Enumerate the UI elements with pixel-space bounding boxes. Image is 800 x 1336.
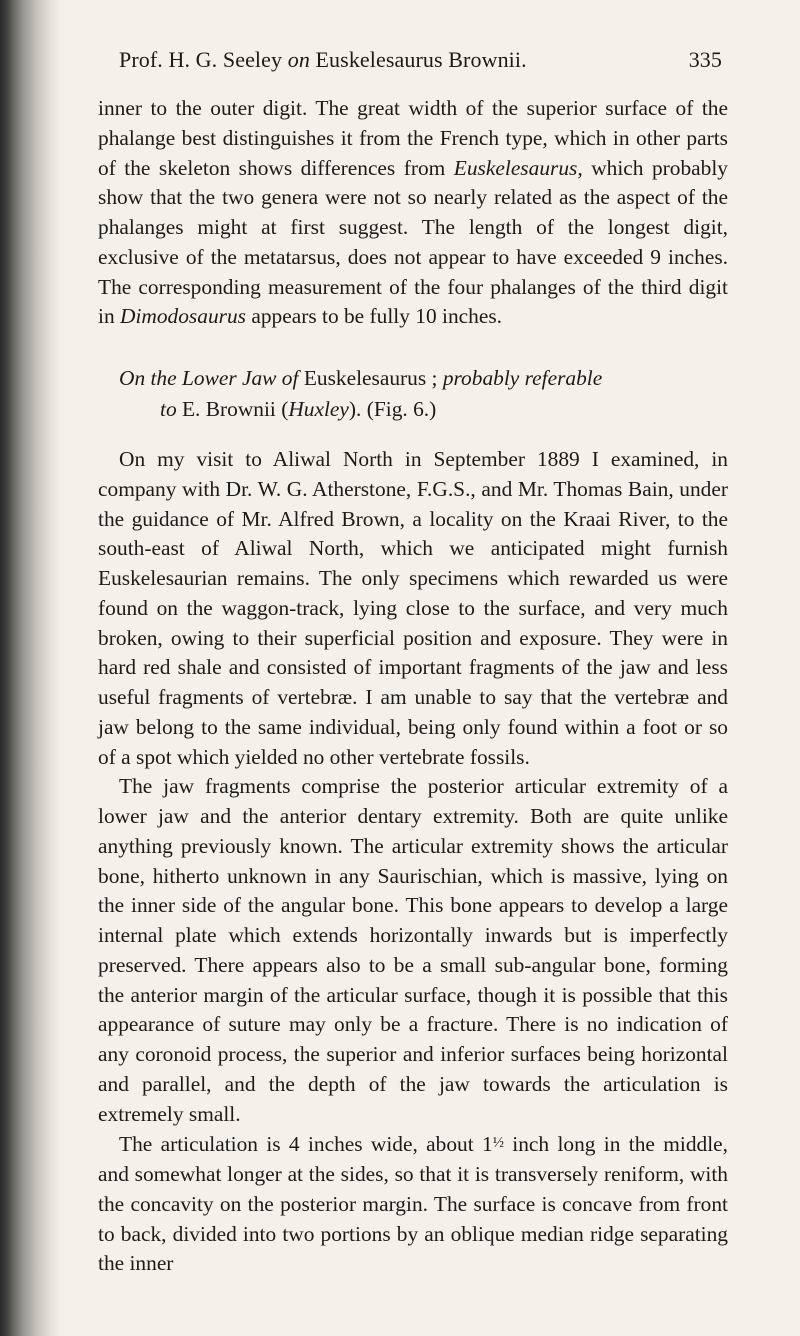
- page-body: [98, 94, 728, 1279]
- binding-shadow: [0, 0, 62, 1336]
- paragraph-articulation: The articulation is 4 inches wide, about 1½ inch long in the middle, and somewhat longer at the sides, so that it is transversely reniform, with the concavity on the posterior margin. The surface is concave from front to back, divided into two portions by an oblique median ridge separating the inner: [98, 1132, 728, 1276]
- running-title: Prof. H. G. Seeley on Euskelesaurus Brownii.: [119, 47, 527, 72]
- paragraph-continued: inner to the outer digit. The great width of the superior surface of the phalange best distinguishes it from the French type, which in other parts of the skeleton shows differences from Euskelesaurus, which probably show that the two genera were not so nearly related as the aspect of the phalanges might at first suggest. The length of the longest digit, exclusive of the metatarsus, does not appear to have exceeded 9 inches. The corresponding measurement of the four phalanges of the third digit in Dimodosaurus appears to be fully 10 inches.: [98, 96, 728, 329]
- page-number: 335: [688, 47, 722, 72]
- section-heading: On the Lower Jaw of Euskelesaurus ; probably referable to E. Brownii (Huxley). (Fig. 6.): [119, 366, 603, 421]
- running-head: [119, 46, 722, 74]
- fraction: ½: [492, 1135, 504, 1152]
- paragraph-jaw-fragments: The jaw fragments comprise the posterior articular extremity of a lower jaw and the anterior dentary extremity. Both are quite unlike anything previously known. The articular extremity shows the articular bone, hitherto unknown in any Saurischian, which is massive, lying on the inner side of the angular bone. This bone appears to develop a large internal plate which extends horizontally inwards but is imperfectly preserved. There appears also to be a small sub-angular bone, forming the anterior margin of the articular surface, though it is possible that this appearance of suture may only be a fracture. There is no indication of any coronoid process, the superior and inferior surfaces being horizontal and parallel, and the depth of the jaw towards the articulation is extremely small.: [98, 774, 728, 1126]
- paragraph-visit: On my visit to Aliwal North in September 1889 I examined, in company with Dr. W. G. Atherstone, F.G.S., and Mr. Thomas Bain, under the guidance of Mr. Alfred Brown, a locality on the Kraai River, to the south-east of Aliwal North, which we anticipated might furnish Euskelesaurian remains. The only specimens which rewarded us were found on the waggon-track, lying close to the surface, and very much broken, owing to their superficial position and exposure. They were in hard red shale and consisted of important fragments of the jaw and less useful fragments of vertebræ. I am unable to say that the vertebræ and jaw belong to the same individual, being only found within a foot or so of a spot which yielded no other vertebrate fossils.: [98, 447, 728, 769]
